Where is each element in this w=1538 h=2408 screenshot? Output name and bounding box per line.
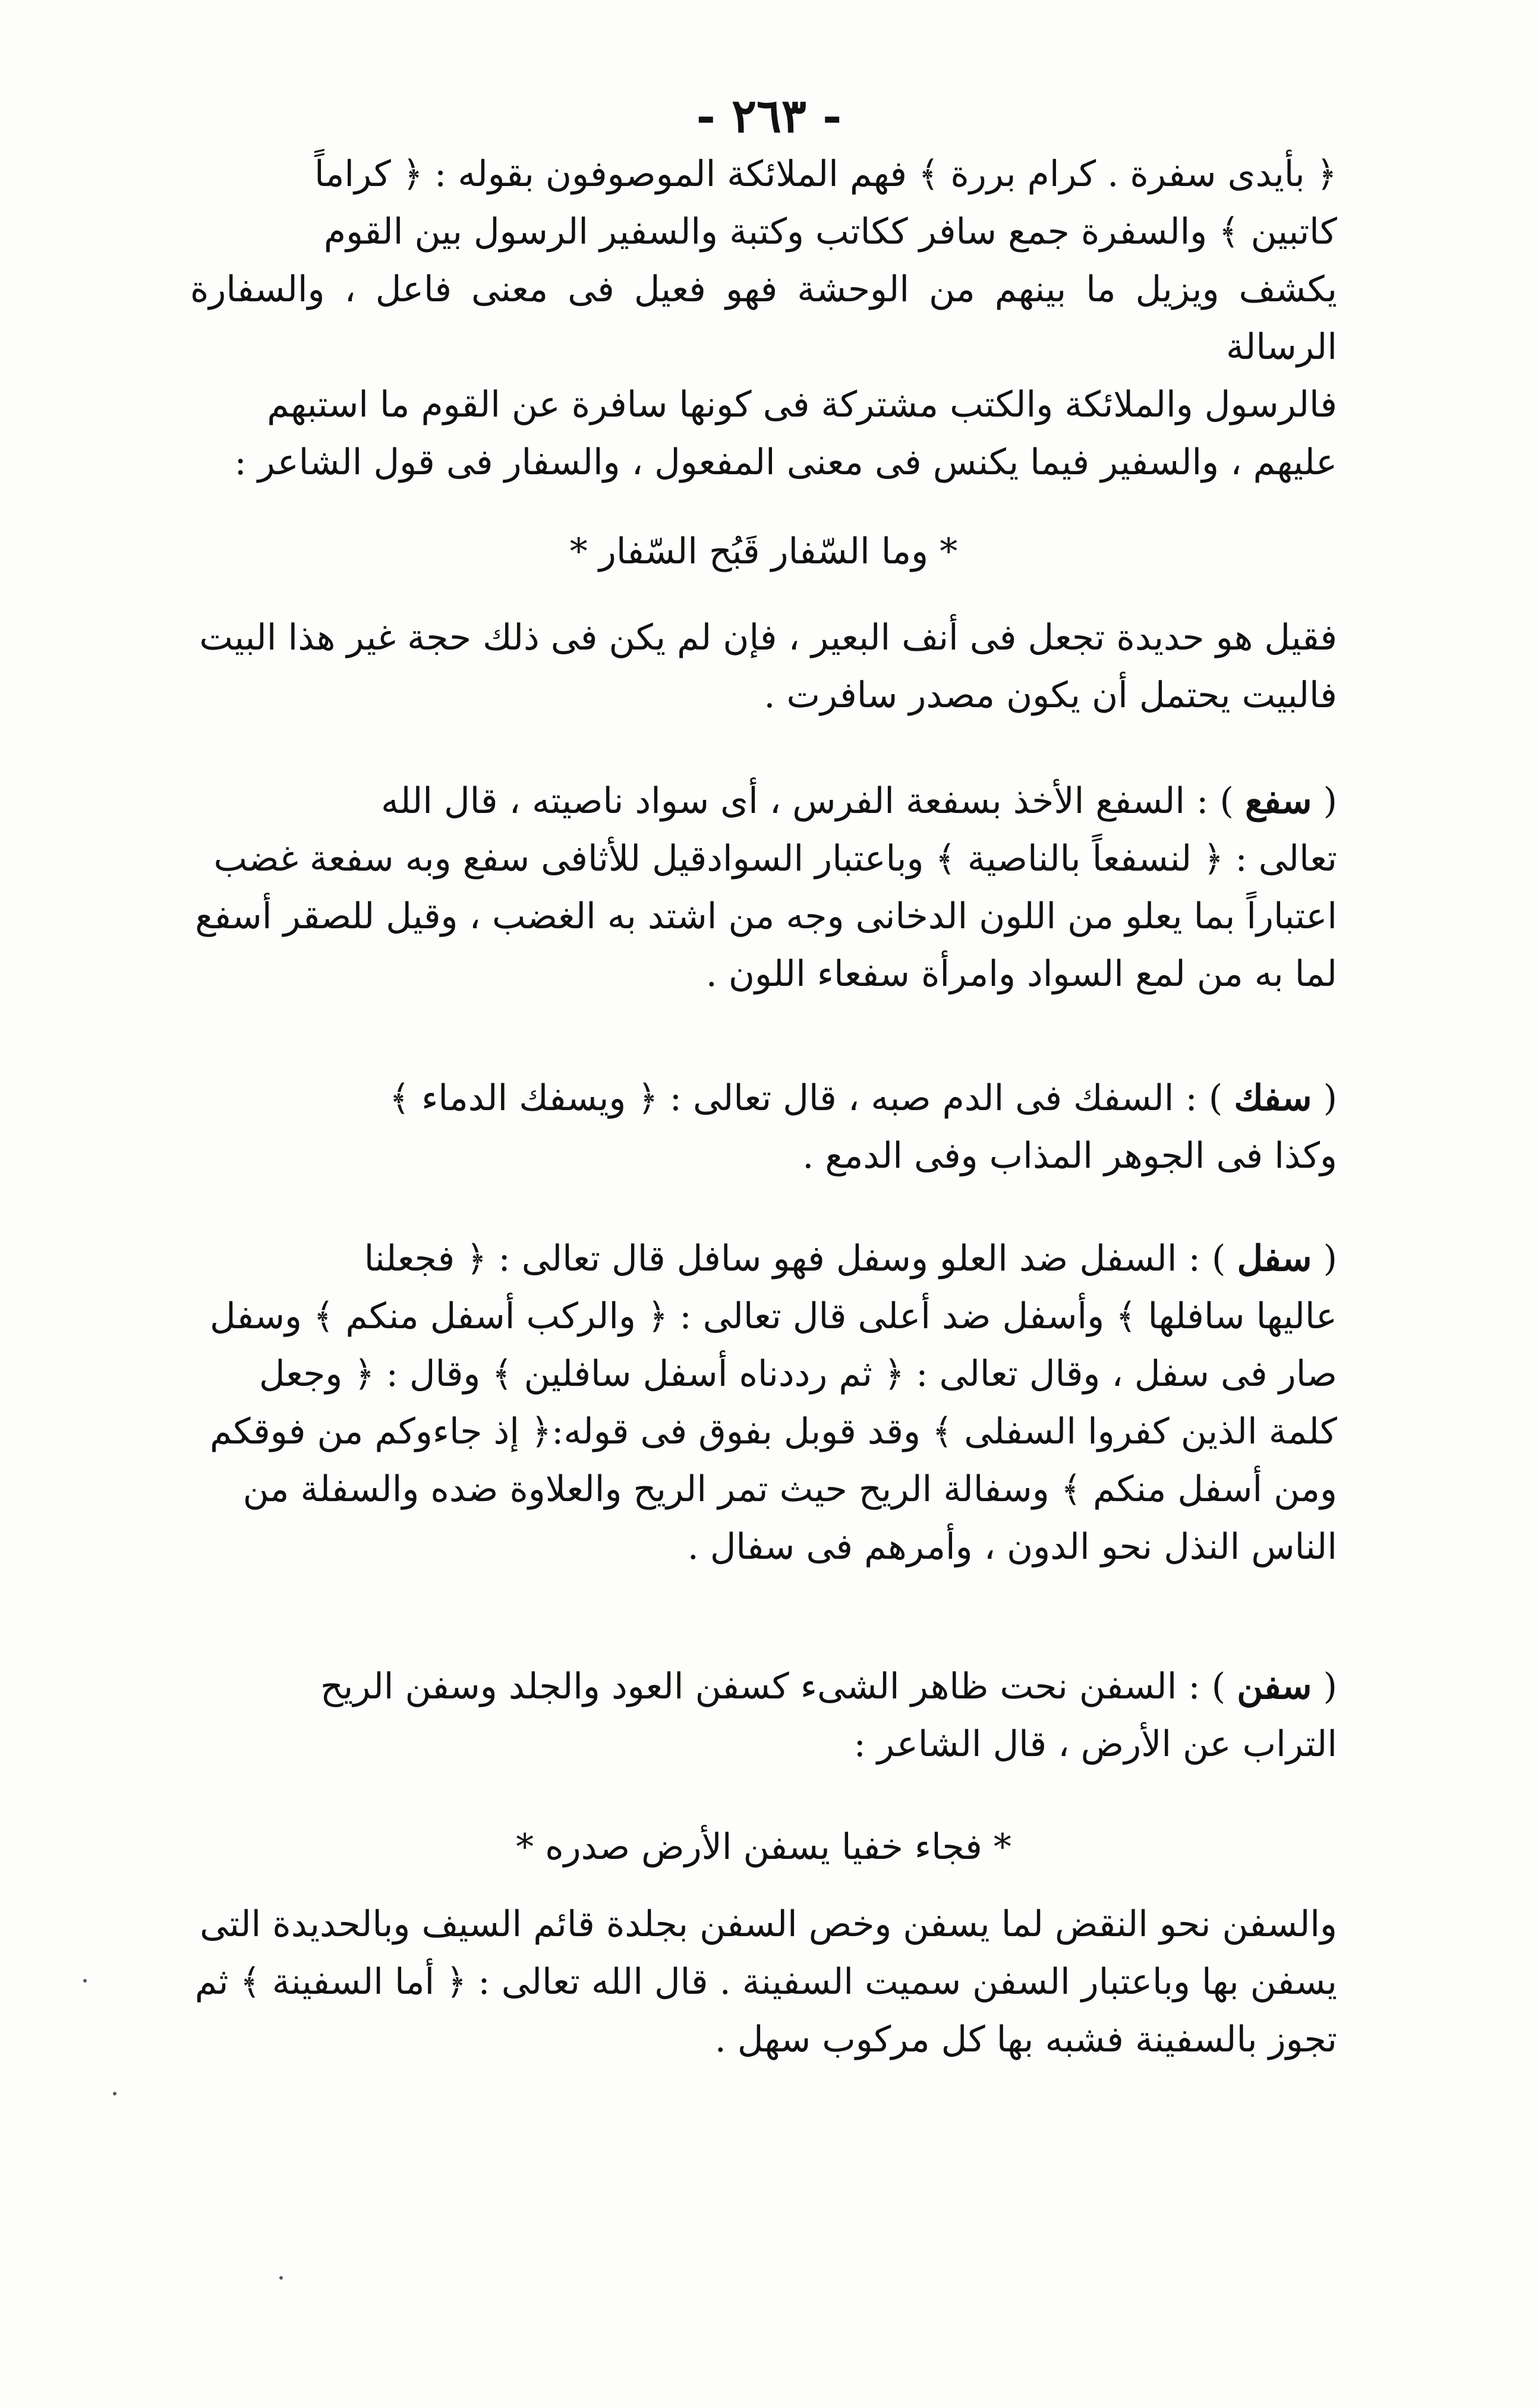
scan-speck xyxy=(83,1979,87,1982)
entry-safk xyxy=(190,1070,1337,1185)
entry-saf-a xyxy=(190,773,1337,1003)
entry-safl xyxy=(190,1230,1337,1576)
open-paren: ( xyxy=(1312,1666,1337,1707)
entry-first-line xyxy=(190,1658,1337,1716)
paragraph-safina xyxy=(190,1896,1337,2069)
text-line: صار فى سفل ، وقال تعالى : ﴿ ثم رددناه أسفل سافلين ﴾ وقال : ﴿ وجعل xyxy=(259,1353,1337,1395)
open-paren: ( xyxy=(1312,1238,1337,1279)
text-line: ومن أسفل منكم ﴾ وسفالة الريح حيث تمر الريح والعلاوة ضده والسفلة من xyxy=(242,1468,1337,1510)
scan-speck xyxy=(279,2276,283,2280)
entry-text: ) : السفك فى الدم صبه ، قال تعالى : ﴿ ويسفك الدماء ﴾ xyxy=(389,1077,1234,1119)
entry-text: ) : السفل ضد العلو وسفل فهو سافل قال تعالى : ﴿ فجعلنا xyxy=(364,1238,1237,1279)
text-line: الناس النذل نحو الدون ، وأمرهم فى سفال . xyxy=(687,1526,1337,1568)
text-line: لما به من لمع السواد وامرأة سفعاء اللون . xyxy=(705,953,1337,995)
text-line: كاتبين ﴾ والسفرة جمع سافر ككاتب وكتبة والسفير الرسول بين القوم xyxy=(323,211,1337,253)
paragraph-safara xyxy=(190,146,1337,491)
text-line: وكذا فى الجوهر المذاب وفى الدمع . xyxy=(802,1135,1337,1177)
scan-speck xyxy=(113,2092,116,2095)
entry-text: ) : السفع الأخذ بسفعة الفرس ، أى سواد ناصيته ، قال الله xyxy=(380,780,1245,822)
text-line: اعتباراً بما يعلو من اللون الدخانى وجه من اشتد به الغضب ، وقيل للصقر أسفع xyxy=(195,896,1337,937)
page-number: - ٢٦٣ - xyxy=(696,89,842,143)
text-line: عاليها سافلها ﴾ وأسفل ضد أعلى قال تعالى : ﴿ والركب أسفل منكم ﴾ وسفل xyxy=(209,1296,1337,1337)
entry-first-line xyxy=(190,1070,1337,1127)
entry-safn xyxy=(190,1658,1337,1773)
headword: سفك xyxy=(1234,1077,1312,1119)
text-line: تجوز بالسفينة فشبه بها كل مركوب سهل . xyxy=(714,2019,1337,2060)
text-line: والسفن نحو النقض لما يسفن وخص السفن بجلدة قائم السيف وبالحديدة التى xyxy=(200,1903,1337,1945)
open-paren: ( xyxy=(1312,1077,1337,1119)
text-line: فالبيت يحتمل أن يكون مصدر سافرت . xyxy=(764,675,1337,716)
verse-line: * وما السّفار قَبُح السّفار * xyxy=(569,531,958,572)
text-line: يسفن بها وباعتبار السفن سميت السفينة . قال الله تعالى : ﴿ أما السفينة ﴾ ثم xyxy=(194,1961,1337,2003)
entry-first-line xyxy=(190,1230,1337,1288)
text-line: فالرسول والملائكة والكتب مشتركة فى كونها سافرة عن القوم ما استبهم xyxy=(267,384,1337,426)
text-line: تعالى : ﴿ لنسفعاً بالناصية ﴾ وباعتبار السوادقيل للأثافى سفع وبه سفعة غضب xyxy=(213,838,1337,880)
verse-line: * فجاء خفيا يسفن الأرض صدره * xyxy=(516,1826,1011,1868)
open-paren: ( xyxy=(1312,780,1337,822)
text-line: يكشف ويزيل ما بينهم من الوحشة فهو فعيل فى معنى فاعل ، والسفارة الرسالة xyxy=(190,269,1337,368)
entry-text: ) : السفن نحت ظاهر الشىء كسفن العود والجلد وسفن الريح xyxy=(320,1666,1237,1707)
headword: سفع xyxy=(1244,780,1312,822)
headword: سفن xyxy=(1237,1666,1312,1707)
text-line: فقيل هو حديدة تجعل فى أنف البعير ، فإن لم يكن فى ذلك حجة غير هذا البيت xyxy=(199,617,1337,658)
text-line: عليهم ، والسفير فيما يكنس فى معنى المفعول ، والسفار فى قول الشاعر : xyxy=(234,442,1337,483)
text-line: التراب عن الأرض ، قال الشاعر : xyxy=(853,1723,1337,1765)
paragraph-continuation xyxy=(190,609,1337,724)
text-line: ﴿ بأيدى سفرة . كرام بررة ﴾ فهم الملائكة الموصوفون بقوله : ﴿ كراماً xyxy=(314,153,1337,195)
text-line: كلمة الذين كفروا السفلى ﴾ وقد قوبل بفوق فى قوله:﴿ إذ جاءوكم من فوقكم xyxy=(209,1411,1337,1452)
headword: سفل xyxy=(1237,1238,1312,1279)
entry-first-line xyxy=(190,773,1337,830)
